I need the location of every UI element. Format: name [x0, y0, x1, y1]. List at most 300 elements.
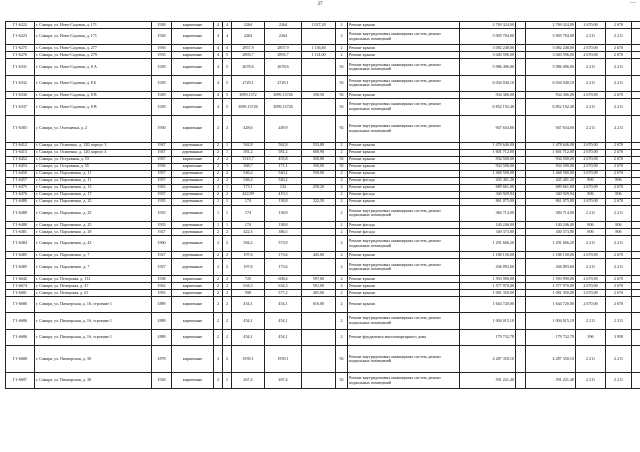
- roof-area-cell: [302, 228, 336, 235]
- total-area-cell: 174: [232, 221, 265, 228]
- cost-cell: 1 188 150,00: [460, 252, 516, 259]
- cost-cell: 140 246,00: [460, 221, 516, 228]
- unit-cost-cell: 2 670,00: [576, 198, 606, 205]
- unit-cost-cell: 2 670,00: [576, 156, 606, 163]
- year-cell: 1947: [152, 142, 172, 149]
- table-row: [6, 329, 640, 345]
- floors-cell: 2: [214, 228, 223, 235]
- row-id-cell: Г1-6452: [6, 156, 35, 163]
- floors-cell: 1: [214, 198, 223, 205]
- entrances-cell: 2: [223, 177, 232, 184]
- code-cell: 2: [336, 221, 348, 228]
- limit-cost-cell: 2 670: [606, 156, 632, 163]
- code-cell: 2: [336, 22, 348, 29]
- total-area-cell: 2264: [232, 22, 265, 29]
- entrances-cell: 1: [223, 149, 232, 156]
- residential-area-cell: 455,8: [265, 156, 302, 163]
- cost-cell: 435 401,20: [460, 177, 516, 184]
- cost-cell: 5 005 704,00: [460, 29, 516, 45]
- blank-cell: [632, 184, 640, 191]
- residential-area-cell: 138,8: [265, 221, 302, 228]
- unit-cost-cell: 2 670,00: [576, 92, 606, 99]
- code-cell: 2: [336, 198, 348, 205]
- cost-cell: 947 634,60: [460, 115, 516, 142]
- blank-cell: [516, 235, 526, 251]
- unit-cost-cell: 806: [576, 228, 606, 235]
- row-id-cell: Г1-6222: [6, 22, 35, 29]
- roof-area-cell: 445,00: [302, 252, 336, 259]
- roof-area-cell: 350,00: [302, 163, 336, 170]
- total-area-cell: 725: [232, 275, 265, 282]
- roof-area-cell: [302, 345, 336, 372]
- total-area-cell: 422,3: [232, 228, 265, 235]
- entrances-cell: 2: [223, 156, 232, 163]
- roof-area-cell: 358,50: [302, 92, 336, 99]
- limit-cost-cell: 2 670: [606, 92, 632, 99]
- entrances-cell: 1: [223, 221, 232, 228]
- address-cell: г. Самара, ул. Ново-Садовая, д. 171: [35, 29, 152, 45]
- row-id-cell: Г1-6276: [6, 52, 35, 59]
- work-type-cell: Ремонт фасада: [348, 228, 460, 235]
- roof-area-cell: 550,00: [302, 170, 336, 177]
- repair-program-table: [5, 21, 640, 389]
- floors-cell: 2: [214, 235, 223, 251]
- roof-area-cell: 591,00: [302, 282, 336, 289]
- work-type-cell: Ремонт крыши: [348, 296, 460, 312]
- floors-cell: 2: [214, 163, 223, 170]
- code-cell: 2: [336, 177, 348, 184]
- blank-cell: [516, 296, 526, 312]
- unit-cost-cell: 2 211: [576, 259, 606, 275]
- unit-cost-cell: 2 670,00: [576, 142, 606, 149]
- wall-material-cell: деревянные: [172, 170, 214, 177]
- wall-material-cell: кирпичные: [172, 275, 214, 282]
- total-cost-cell: 435 401,20: [526, 177, 576, 184]
- work-type-cell: Ремонт крыши: [348, 92, 460, 99]
- work-type-cell: Ремонт внутридомовых инженерных систем, ремонт подвальных помещений: [348, 205, 460, 221]
- code-cell: 2: [336, 296, 348, 312]
- total-area-cell: 2893,7: [232, 52, 265, 59]
- wall-material-cell: кирпичные: [172, 282, 214, 289]
- work-type-cell: Ремонт крыши: [348, 149, 460, 156]
- entrances-cell: 2: [223, 296, 232, 312]
- blank-cell: [632, 52, 640, 59]
- page-number: 37: [317, 2, 323, 7]
- code-cell: 2: [336, 29, 348, 45]
- year-cell: 1935: [152, 205, 172, 221]
- wall-material-cell: кирпичные: [172, 163, 214, 170]
- entrances-cell: 2: [223, 282, 232, 289]
- total-cost-cell: 1 188 150,00: [526, 252, 576, 259]
- unit-cost-cell: 2 670,00: [576, 296, 606, 312]
- blank-cell: [516, 99, 526, 115]
- total-area-cell: 2857,9: [232, 45, 265, 52]
- limit-cost-cell: 2 670: [606, 296, 632, 312]
- code-cell: 2: [336, 235, 348, 251]
- roof-area-cell: [302, 221, 336, 228]
- cost-cell: 5 986 496,00: [460, 59, 516, 75]
- residential-area-cell: 2857,9: [265, 45, 302, 52]
- total-cost-cell: 4 287 350,10: [526, 345, 576, 372]
- floors-cell: 2: [214, 296, 223, 312]
- residential-area-cell: 540,2: [265, 170, 302, 177]
- residential-area-cell: 2893,7: [265, 52, 302, 59]
- corner-mark: —: [630, 0, 636, 6]
- row-id-cell: Г1-6686: [6, 296, 35, 312]
- year-cell: 1955: [152, 289, 172, 296]
- address-cell: г. Самара, ул. Пархоменко, д. 25: [35, 221, 152, 228]
- cost-cell: 436 893,60: [460, 259, 516, 275]
- wall-material-cell: деревянные: [172, 198, 214, 205]
- total-area-cell: 454,1: [232, 329, 265, 345]
- table-row: [6, 170, 640, 177]
- total-area-cell: 422,99: [232, 191, 265, 198]
- wall-material-cell: деревянные: [172, 177, 214, 184]
- limit-cost-cell: 2 670: [606, 282, 632, 289]
- table-row: [6, 191, 640, 198]
- roof-area-cell: 258,20: [302, 184, 336, 191]
- blank-cell: [516, 198, 526, 205]
- total-cost-cell: 340 929,94: [526, 191, 576, 198]
- address-cell: г. Самара, ул. Печерская, д. 131: [35, 275, 152, 282]
- year-cell: 1947: [152, 149, 172, 156]
- unit-cost-cell: 2 211: [576, 59, 606, 75]
- total-cost-cell: 591 221,40: [526, 372, 576, 388]
- total-cost-cell: 1 593 990,00: [526, 275, 576, 282]
- limit-cost-cell: 2 670: [606, 45, 632, 52]
- wall-material-cell: деревянные: [172, 184, 214, 191]
- roof-area-cell: [302, 191, 336, 198]
- row-id-cell: Г1-6475: [6, 184, 35, 191]
- entrances-cell: 5: [223, 92, 232, 99]
- cost-cell: 1 468 500,00: [460, 170, 516, 177]
- roof-area-cell: 1 114,00: [302, 52, 336, 59]
- cost-cell: 934 500,00: [460, 163, 516, 170]
- blank-cell: [632, 99, 640, 115]
- address-cell: г. Самара, ул. Осипенко, д. 120, корпус 4: [35, 149, 152, 156]
- floors-cell: 4: [214, 99, 223, 115]
- limit-cost-cell: 2 211: [606, 59, 632, 75]
- cost-cell: 384 714,00: [460, 205, 516, 221]
- roof-area-cell: [302, 177, 336, 184]
- row-id-cell: Г1-6457: [6, 177, 35, 184]
- limit-cost-cell: 2 670: [606, 142, 632, 149]
- year-cell: 1937: [152, 177, 172, 184]
- row-id-cell: Г1-6456: [6, 170, 35, 177]
- residential-area-cell: 3099,13726: [265, 99, 302, 115]
- blank-cell: [516, 115, 526, 142]
- table-row: [6, 177, 640, 184]
- address-cell: г. Самара, ул. Островная, д. 55: [35, 163, 152, 170]
- year-cell: 1960: [152, 235, 172, 251]
- wall-material-cell: деревянные: [172, 191, 214, 198]
- blank-cell: [516, 149, 526, 156]
- address-cell: г. Самара, ул. Пионерская, д. 16, строение 1: [35, 329, 152, 345]
- limit-cost-cell: 2 670: [606, 252, 632, 259]
- year-cell: 1929: [152, 99, 172, 115]
- residential-area-cell: 138,8: [265, 205, 302, 221]
- unit-cost-cell: 806: [576, 191, 606, 198]
- row-id-cell: Г1-6412: [6, 142, 35, 149]
- total-area-cell: 1315,7: [232, 156, 265, 163]
- blank-cell: [516, 259, 526, 275]
- blank-cell: [516, 184, 526, 191]
- total-cost-cell: 934 306,00: [526, 92, 576, 99]
- address-cell: г. Самара, ул. Осипенко, д. 120, корпус 3: [35, 142, 152, 149]
- work-type-cell: Ремонт фасада: [348, 177, 460, 184]
- limit-cost-cell: 2 670: [606, 289, 632, 296]
- entrances-cell: 1: [223, 198, 232, 205]
- table-row: [6, 235, 640, 251]
- blank-cell: [516, 205, 526, 221]
- residential-area-cell: 454,1: [265, 329, 302, 345]
- year-cell: 1927: [152, 252, 172, 259]
- year-cell: 1929: [152, 59, 172, 75]
- address-cell: г. Самара, ул. Ново-Садовая, д. 8 В: [35, 92, 152, 99]
- cost-cell: 591 221,40: [460, 372, 516, 388]
- blank-cell: [516, 221, 526, 228]
- total-area-cell: 173,1: [232, 184, 265, 191]
- residential-area-cell: 419,3: [265, 191, 302, 198]
- address-cell: г. Самара, ул. Островная, д. 53: [35, 156, 152, 163]
- limit-cost-cell: 2 670: [606, 22, 632, 29]
- blank-cell: [632, 191, 640, 198]
- work-type-cell: Ремонт внутридомовых инженерных систем, ремонт подвальных помещений: [348, 59, 460, 75]
- work-type-cell: Ремонт крыши: [348, 22, 460, 29]
- residential-area-cell: 2264: [265, 22, 302, 29]
- year-cell: 1937: [152, 170, 172, 177]
- work-type-cell: Ремонт крыши: [348, 156, 460, 163]
- table-row: [6, 221, 640, 228]
- limit-cost-cell: 2 211: [606, 345, 632, 372]
- roof-area-cell: [302, 115, 336, 142]
- blank-cell: [632, 228, 640, 235]
- address-cell: г. Самара, ул. Пархоменко, д. 13: [35, 184, 152, 191]
- address-cell: г. Самара, ул. Пархоменко, д. 7: [35, 259, 152, 275]
- blank-cell: [632, 92, 640, 99]
- address-cell: г. Самара, ул. Ново-Садовая, д. 8 А: [35, 59, 152, 75]
- work-type-cell: Ремонт внутридомовых инженерных систем, ремонт подвальных помещений: [348, 372, 460, 388]
- table-row: [6, 29, 640, 45]
- year-cell: 1889: [152, 313, 172, 329]
- address-cell: г. Самара, ул. Пархоменко, д. 29: [35, 228, 152, 235]
- work-type-cell: Ремонт внутридомовых инженерных систем, ремонт подвальных помещений: [348, 313, 460, 329]
- cost-cell: 1 478 646,00: [460, 142, 516, 149]
- total-area-cell: 174: [232, 205, 265, 221]
- total-area-cell: 197,6: [232, 252, 265, 259]
- entrances-cell: 2: [223, 345, 232, 372]
- table-row: [6, 99, 640, 115]
- roof-area-cell: 600,90: [302, 149, 336, 156]
- cost-cell: 934 306,00: [460, 92, 516, 99]
- year-cell: 1878: [152, 345, 172, 372]
- roof-area-cell: 405,00: [302, 289, 336, 296]
- table-row: [6, 142, 640, 149]
- address-cell: г. Самара, ул. Пионерская, д. 38: [35, 372, 152, 388]
- work-type-cell: Ремонт внутридомовых инженерных систем, ремонт подвальных помещений: [348, 99, 460, 115]
- row-id-cell: Г1-6480: [6, 198, 35, 205]
- cost-cell: 1 601 712,00: [460, 149, 516, 156]
- wall-material-cell: кирпичные: [172, 289, 214, 296]
- unit-cost-cell: 2 670,00: [576, 289, 606, 296]
- roof-area-cell: 597,00: [302, 275, 336, 282]
- address-cell: г. Самара, ул. Пархоменко, д. 25: [35, 205, 152, 221]
- entrances-cell: 2: [223, 313, 232, 329]
- row-id-cell: Г1-6383: [6, 115, 35, 142]
- code-cell: 2: [336, 313, 348, 329]
- entrances-cell: 2: [223, 275, 232, 282]
- blank-cell: [632, 75, 640, 91]
- entrances-cell: 2: [223, 228, 232, 235]
- floors-cell: 2: [214, 191, 223, 198]
- total-cost-cell: 179 732,78: [526, 329, 576, 345]
- unit-cost-cell: 2 670,00: [576, 52, 606, 59]
- address-cell: г. Самара, ул. Пархоменко, д. 25: [35, 198, 152, 205]
- wall-material-cell: кирпичные: [172, 99, 214, 115]
- cost-cell: 1 577 970,00: [460, 282, 516, 289]
- floors-cell: 2: [214, 259, 223, 275]
- residential-area-cell: 454,1: [265, 313, 302, 329]
- limit-cost-cell: 2 211: [606, 115, 632, 142]
- residential-area-cell: 577,2: [265, 289, 302, 296]
- limit-cost-cell: 2 670: [606, 149, 632, 156]
- limit-cost-cell: 2 211: [606, 235, 632, 251]
- unit-cost-cell: 2 670,00: [576, 252, 606, 259]
- total-cost-cell: 1 644 720,00: [526, 296, 576, 312]
- row-id-cell: Г1-6488: [6, 205, 35, 221]
- blank-cell: [516, 163, 526, 170]
- address-cell: г. Самара, ул. Ново-Садовая, д. 171: [35, 22, 152, 29]
- total-cost-cell: 1 004 015,10: [526, 313, 576, 329]
- year-cell: 1935: [152, 221, 172, 228]
- year-cell: 1929: [152, 75, 172, 91]
- wall-material-cell: деревянные: [172, 142, 214, 149]
- blank-cell: [632, 252, 640, 259]
- cost-cell: 1 004 015,10: [460, 313, 516, 329]
- floors-cell: 4: [214, 75, 223, 91]
- row-id-cell: Г1-6337: [6, 99, 35, 115]
- total-area-cell: 2678,6: [232, 59, 265, 75]
- address-cell: г. Самара, ул. Пархоменко, д. 43: [35, 235, 152, 251]
- roof-area-cell: 1 027,20: [302, 22, 336, 29]
- blank-cell: [632, 198, 640, 205]
- cost-cell: 2 769 324,00: [460, 22, 516, 29]
- blank-cell: [516, 22, 526, 29]
- residential-area-cell: 2678,6: [265, 59, 302, 75]
- row-id-cell: Г1-6336: [6, 92, 35, 99]
- entrances-cell: 1: [223, 163, 232, 170]
- blank-cell: [632, 163, 640, 170]
- roof-area-cell: [302, 59, 336, 75]
- code-cell: 92: [336, 75, 348, 91]
- table-row: [6, 275, 640, 282]
- residential-area-cell: 249,9: [265, 115, 302, 142]
- table-row: [6, 345, 640, 372]
- entrances-cell: 1: [223, 205, 232, 221]
- wall-material-cell: кирпичные: [172, 313, 214, 329]
- entrances-cell: 2: [223, 259, 232, 275]
- blank-cell: [516, 345, 526, 372]
- table-row: [6, 296, 640, 312]
- year-cell: 1889: [152, 296, 172, 312]
- cost-cell: 340 929,94: [460, 191, 516, 198]
- blank-cell: [516, 92, 526, 99]
- unit-cost-cell: 2 670,00: [576, 275, 606, 282]
- limit-cost-cell: 2 670: [606, 52, 632, 59]
- floors-cell: 2: [214, 184, 223, 191]
- cost-cell: 4 287 350,10: [460, 345, 516, 372]
- row-id-cell: Г1-6223: [6, 29, 35, 45]
- year-cell: 1942: [152, 282, 172, 289]
- row-id-cell: Г1-6275: [6, 45, 35, 52]
- wall-material-cell: кирпичные: [172, 22, 214, 29]
- total-cost-cell: 5 005 704,00: [526, 29, 576, 45]
- floors-cell: 4: [214, 52, 223, 59]
- residential-area-cell: 173,6: [265, 259, 302, 275]
- address-cell: г. Самара, ул. Ново-Садовая, д. 279: [35, 52, 152, 59]
- total-area-cell: 3099,13726: [232, 99, 265, 115]
- residential-area-cell: 173,6: [265, 252, 302, 259]
- blank-cell: [632, 115, 640, 142]
- table-row: [6, 22, 640, 29]
- cost-cell: 1 291 666,20: [460, 235, 516, 251]
- total-area-cell: 428,6: [232, 115, 265, 142]
- blank-cell: [516, 170, 526, 177]
- year-cell: 1936: [152, 45, 172, 52]
- blank-cell: [516, 372, 526, 388]
- blank-cell: [632, 177, 640, 184]
- code-cell: 2: [336, 142, 348, 149]
- roof-area-cell: 616,00: [302, 296, 336, 312]
- blank-cell: [632, 313, 640, 329]
- residential-area-cell: 1939,1: [265, 345, 302, 372]
- unit-cost-cell: 2 211: [576, 235, 606, 251]
- address-cell: г. Самара, ул. Ново-Садовая, д. 277: [35, 45, 152, 52]
- total-area-cell: 546,2: [232, 170, 265, 177]
- residential-area-cell: 2729,1: [265, 75, 302, 91]
- floors-cell: 3: [214, 345, 223, 372]
- total-cost-cell: 934 500,00: [526, 163, 576, 170]
- code-cell: 2: [336, 228, 348, 235]
- blank-cell: [632, 345, 640, 372]
- blank-cell: [632, 372, 640, 388]
- floors-cell: 1: [214, 205, 223, 221]
- blank-cell: [516, 29, 526, 45]
- residential-area-cell: 2264: [265, 29, 302, 45]
- roof-area-cell: 322,50: [302, 198, 336, 205]
- entrances-cell: 2: [223, 170, 232, 177]
- row-id-cell: Г1-6688: [6, 345, 35, 372]
- blank-cell: [632, 45, 640, 52]
- blank-cell: [516, 289, 526, 296]
- code-cell: 2: [336, 275, 348, 282]
- work-type-cell: Ремонт крыши: [348, 45, 460, 52]
- blank-cell: [516, 45, 526, 52]
- total-cost-cell: 3 040 596,00: [526, 52, 576, 59]
- blank-cell: [632, 170, 640, 177]
- roof-area-cell: [302, 259, 336, 275]
- residential-area-cell: 562,8: [265, 142, 302, 149]
- roof-area-cell: [302, 99, 336, 115]
- roof-area-cell: 553,80: [302, 142, 336, 149]
- work-type-cell: Ремонт фасада: [348, 221, 460, 228]
- total-cost-cell: 689 661,00: [526, 184, 576, 191]
- blank-cell: [632, 289, 640, 296]
- entrances-cell: 2: [223, 115, 232, 142]
- floors-cell: 2: [214, 156, 223, 163]
- blank-cell: [632, 282, 640, 289]
- total-cost-cell: 340 373,80: [526, 228, 576, 235]
